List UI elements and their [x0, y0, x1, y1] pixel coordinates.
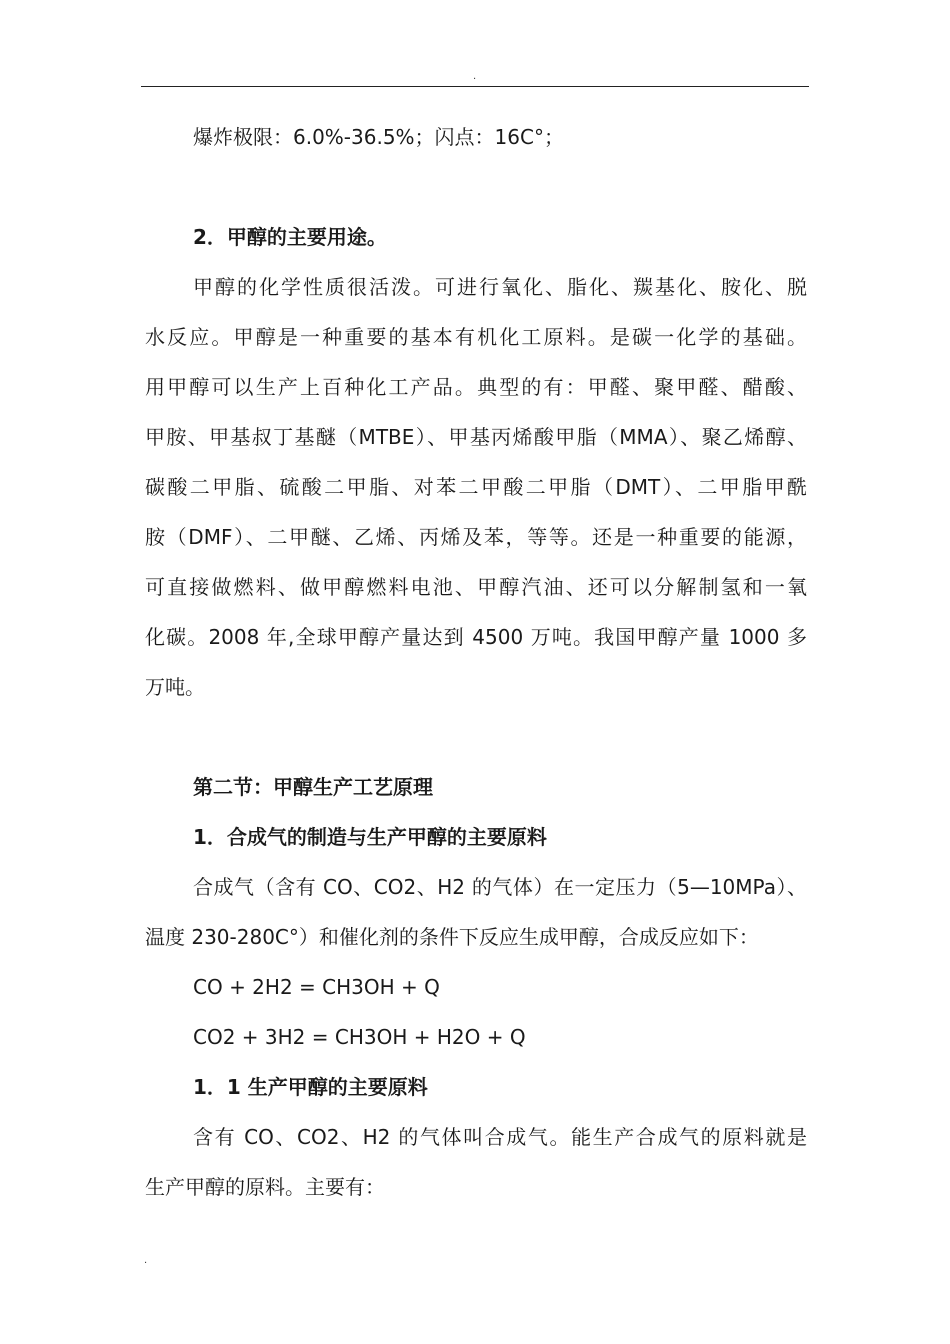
raw-materials-paragraph-line: 含有 CO、CO2、H2 的气体叫合成气。能生产合成气的原料就是: [193, 1125, 807, 1149]
section-heading: 第二节：甲醇生产工艺原理: [193, 775, 433, 799]
syngas-paragraph-line: 合成气（含有 CO、CO2、H2 的气体）在一定压力（5—10MPa）、: [193, 875, 807, 899]
explosion-limit-paragraph: 爆炸极限：6.0%-36.5%；闪点：16C°；: [193, 125, 564, 149]
uses-paragraph-line: 碳酸二甲脂、硫酸二甲脂、对苯二甲酸二甲脂（DMT）、二甲脂甲酰: [145, 475, 807, 499]
spacer: [145, 162, 807, 212]
subsection-heading-raw-materials: 1．1 生产甲醇的主要原料: [193, 1075, 428, 1099]
subsection-heading-syngas: 1．合成气的制造与生产甲醇的主要原料: [193, 825, 547, 849]
spacer: [145, 712, 807, 762]
reaction-equation-2: CO2 + 3H2 = CH3OH + H2O + Q: [193, 1025, 526, 1049]
uses-paragraph-line: 化碳。2008 年,全球甲醇产量达到 4500 万吨。我国甲醇产量 1000 多: [145, 625, 807, 649]
footer-mark: .: [144, 1255, 148, 1266]
uses-paragraph-line: 胺（DMF）、二甲醚、乙烯、丙烯及苯，等等。还是一种重要的能源，: [145, 525, 807, 549]
uses-paragraph-line: 用甲醇可以生产上百种化工产品。典型的有：甲醛、聚甲醛、醋酸、: [145, 375, 807, 399]
uses-paragraph-line: 水反应。甲醇是一种重要的基本有机化工原料。是碳一化学的基础。: [145, 325, 807, 349]
header-rule: [141, 86, 809, 87]
syngas-paragraph-line: 温度 230-280C°）和催化剂的条件下反应生成甲醇，合成反应如下：: [145, 925, 759, 949]
uses-paragraph-line: 甲醇的化学性质很活泼。可进行氧化、脂化、羰基化、胺化、脱: [193, 275, 807, 299]
reaction-equation-1: CO + 2H2 = CH3OH + Q: [193, 975, 440, 999]
uses-paragraph-line: 万吨。: [145, 675, 205, 699]
header-mark: .: [473, 71, 477, 82]
raw-materials-paragraph-line: 生产甲醇的原料。主要有：: [145, 1175, 385, 1199]
heading-main-uses: 2．甲醇的主要用途。: [193, 225, 387, 249]
uses-paragraph-line: 甲胺、甲基叔丁基醚（MTBE）、甲基丙烯酸甲脂（MMA）、聚乙烯醇、: [145, 425, 807, 449]
document-body: [145, 112, 807, 1212]
uses-paragraph-line: 可直接做燃料、做甲醇燃料电池、甲醇汽油、还可以分解制氢和一氧: [145, 575, 807, 599]
